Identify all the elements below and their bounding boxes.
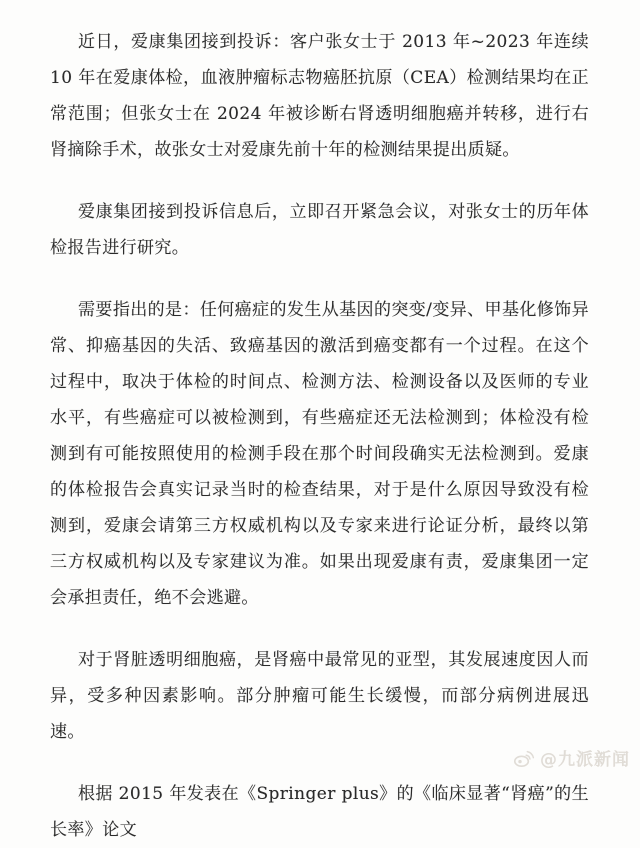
watermark-label: @九派新闻 <box>540 750 630 770</box>
paragraph-springer-reference: 根据 2015 年发表在《Springer plus》的《临床显著“肾癌”的生长率》论文 <box>50 784 589 840</box>
paragraph-clear-cell-carcinoma: 对于肾脏透明细胞癌，是肾癌中最常见的亚型，其发展速度因人而异，受多种因素影响。部分肿瘤可能生长缓慢，而部分病例进展迅速。 <box>50 650 589 742</box>
paragraph-complaint-summary: 近日，爱康集团接到投诉：客户张女士于 2013 年~2023 年连续 10 年在爱康体检，血液肿瘤标志物癌胚抗原（CEA）检测结果均在正常范围；但张女士在 2024 年被诊断右肾透明细胞癌并转移，进行右肾摘除手术，故张女士对爱康先前十年的检测结果提出质疑。 <box>50 32 589 160</box>
paragraph-emergency-meeting: 爱康集团接到投诉信息后，立即召开紧急会议，对张女士的历年体检报告进行研究。 <box>50 202 589 258</box>
paragraph-cancer-detection-explanation: 需要指出的是：任何癌症的发生从基因的突变/变异、甲基化修饰异常、抑癌基因的失活、致癌基因的激活到癌变都有一个过程。在这个过程中，取决于体检的时间点、检测方法、检测设备以及医师的专业水平，有些癌症可以被检测到，有些癌症还无法检测到；体检没有检测到有可能按照使用的检测手段在那个时间段确实无法检测到。爱康的体检报告会真实记录当时的检查结果，对于是什么原因导致没有检测到，爱康会请第三方权威机构以及专家来进行论证分析，最终以第三方权威机构以及专家建议为准。如果出现爱康有责，爱康集团一定会承担责任，绝不会逃避。 <box>50 300 589 608</box>
